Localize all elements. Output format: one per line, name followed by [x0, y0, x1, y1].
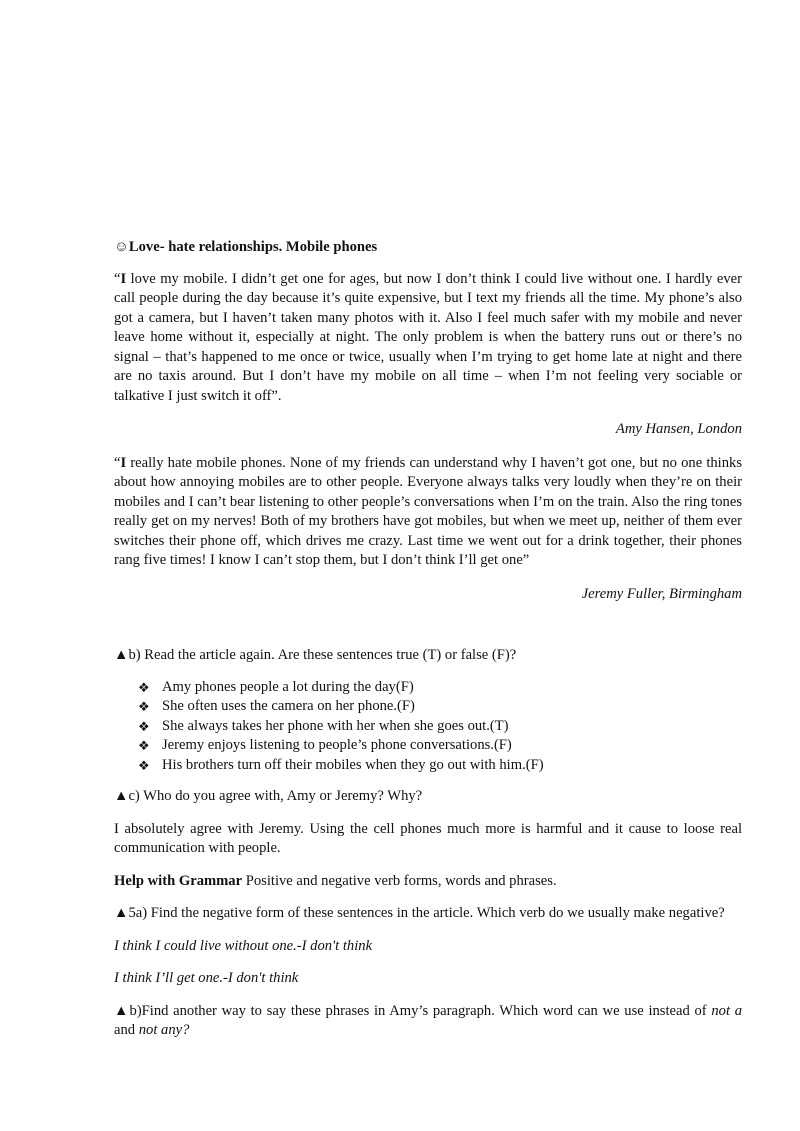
smiley-icon: ☺: [114, 239, 129, 255]
exercise-b-prompt: [114, 646, 742, 666]
list-item-text: Amy phones people a lot during the day(F): [162, 678, 414, 695]
diamond-bullet-icon: ❖: [138, 718, 150, 734]
triangle-icon: ▲: [114, 1002, 130, 1019]
article-title: [114, 238, 742, 258]
list-item: [138, 736, 742, 756]
jeremy-open-quote: “: [114, 454, 121, 471]
list-item-text: She often uses the camera on her phone.(F): [162, 698, 415, 714]
exercise-5b-prompt: [114, 1002, 742, 1041]
article-title-text: Love- hate relationships. Mobile phones: [128, 239, 378, 255]
jeremy-text: really hate mobile phones. None of my friends can understand why I haven’t got one, but no one thinks about how annoying mobiles are to other people. Everyone always talks very loudly when they’re on their mobiles and I can’t bear listening to other people’s conversations when I’m on the train. Also the ring tones really get on my nerves! Both of my brothers have got mobiles, but when we meet up, neither of them ever switches their phone off, which drives me crazy. Last time we went out for a drink together, their phones rang five times! I know I can’t stop them, but I don’t think I’ll get one”: [114, 454, 742, 568]
jeremy-signature: Jeremy Fuller, Birmingham: [581, 585, 742, 602]
jeremy-first-letter: I: [120, 454, 127, 471]
triangle-icon: ▲: [114, 905, 129, 921]
exercise-5a-line-1: I think I could live without one.-I don't think: [114, 937, 373, 954]
not-any-phrase: not any?: [138, 1022, 190, 1038]
exercise-5b-text: b)Find another way to say these phrases in Amy’s paragraph. Which word can we use instead of: [129, 1002, 712, 1019]
document-page: [114, 238, 742, 1041]
triangle-icon: ▲: [114, 788, 129, 804]
not-a-phrase: not a: [711, 1002, 742, 1019]
amy-text: love my mobile. I didn’t get one for ages, but now I don’t think I could live without one. I hardly ever call people during the day because it’s quite expensive, but I text my friends all the time. My phone’s also got a camera, but I haven’t taken many photos with it. Also I feel much safer with my mobile and never leave home without it, especially at night. The only problem is when the battery runs out or there’s no signal – that’s happened to me once or twice, usually when I’m trying to get home late at night and there are no taxis around. But I don’t have my mobile on all time – when I’m not feeling very sociable or talkative I just switch it off”.: [114, 270, 742, 404]
list-item-text: His brothers turn off their mobiles when they go out with him.(F): [162, 756, 544, 773]
grammar-subtitle: Positive and negative verb forms, words and phrases.: [242, 872, 557, 889]
diamond-bullet-icon: ❖: [138, 757, 150, 773]
amy-paragraph: [114, 270, 742, 407]
grammar-title: Help with Grammar: [114, 872, 243, 889]
grammar-heading: [114, 872, 742, 892]
triangle-icon: ▲: [114, 647, 129, 663]
list-item: [138, 756, 742, 776]
amy-open-quote: “: [114, 270, 121, 287]
amy-first-letter: I: [120, 270, 127, 287]
exercise-5a-prompt: [114, 904, 742, 924]
list-item-text: Jeremy enjoys listening to people’s phone conversations.(F): [162, 737, 512, 753]
and-word: and: [114, 1022, 139, 1038]
true-false-list: [138, 678, 742, 776]
list-item-text: She always takes her phone with her when she goes out.(T): [162, 717, 509, 734]
list-item: [138, 678, 742, 698]
list-item: [138, 717, 742, 737]
diamond-bullet-icon: ❖: [138, 679, 150, 695]
exercise-b-text: b) Read the article again. Are these sentences true (T) or false (F)?: [128, 647, 517, 663]
exercise-5a-text: 5a) Find the negative form of these sentences in the article. Which verb do we usually make negative?: [128, 905, 725, 921]
diamond-bullet-icon: ❖: [138, 699, 150, 714]
jeremy-paragraph: [114, 454, 742, 571]
exercise-c-answer: I absolutely agree with Jeremy. Using the cell phones much more is harmful and it cause to loose real communication with people.: [114, 820, 742, 856]
exercise-5a-line-2: I think I’ll get one.-I don't think: [114, 970, 299, 986]
diamond-bullet-icon: ❖: [138, 738, 150, 753]
amy-signature: Amy Hansen, London: [615, 421, 742, 437]
exercise-c-prompt: [114, 787, 742, 807]
list-item: [138, 697, 742, 717]
exercise-c-text: c) Who do you agree with, Amy or Jeremy? Why?: [128, 788, 423, 804]
